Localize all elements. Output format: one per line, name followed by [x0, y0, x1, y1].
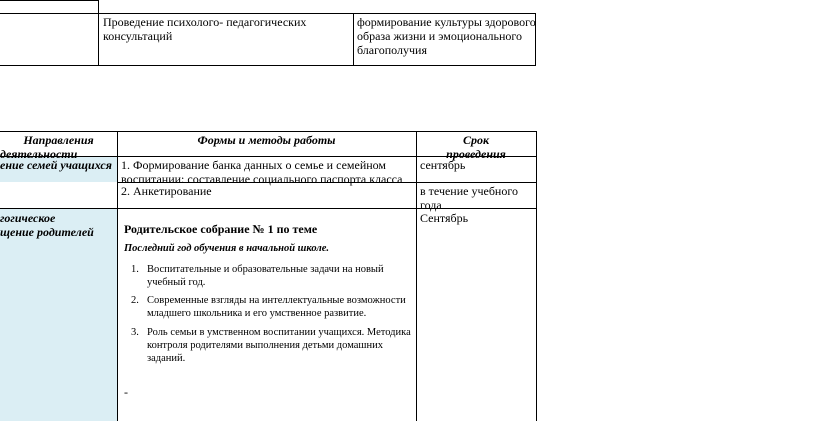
text-line: воспитании: составление социального паспорта класса — [121, 172, 403, 186]
row1-item1 — [121, 158, 402, 186]
row1-term2 — [420, 184, 518, 212]
meeting-subtitle: Последний год обучения в начальной школе. — [124, 243, 329, 254]
text-line: Срок — [462, 133, 490, 147]
text-line: года — [420, 198, 442, 212]
list-item-number: 1. — [131, 264, 139, 275]
top-cell-consultations — [103, 15, 306, 43]
top-table-divider-2 — [353, 13, 354, 66]
text-line: консультаций — [103, 29, 173, 43]
text-line: учебный год. — [147, 277, 206, 288]
text-line: проведения — [446, 147, 506, 161]
text-line: благополучия — [357, 43, 427, 57]
list-item — [147, 326, 411, 365]
text-line: 1. Формирование банка данных о семье и семейном — [121, 158, 387, 172]
text-line: заданий. — [147, 353, 186, 364]
meeting-title: Родительское собрание № 1 по теме — [124, 222, 318, 236]
top-table-border-bottom — [0, 65, 536, 66]
text-line: младшего школьника и его умственное развитие. — [147, 308, 367, 319]
row1-term1: сентябрь — [420, 158, 466, 172]
top-table-border-top — [0, 13, 536, 14]
trailing-mark: - — [124, 385, 128, 399]
text-line: щение родителей — [0, 225, 94, 239]
cell-highlight-row2 — [0, 209, 117, 421]
header-term — [416, 133, 536, 161]
row1-label: ение семей учащихся — [0, 158, 112, 172]
row2-label — [0, 211, 117, 239]
text-line: формирование культуры здорового — [357, 15, 536, 29]
col-divider-1 — [117, 131, 118, 421]
text-line: Проведение психолого- педагогических — [103, 15, 307, 29]
main-border-right — [536, 131, 537, 421]
list-item — [147, 294, 406, 320]
top-table-divider-1 — [98, 0, 99, 66]
top-cell-healthy-lifestyle — [357, 15, 536, 57]
top-border-stub — [0, 0, 98, 1]
row2-term: Сентябрь — [420, 211, 469, 225]
row1-item2: 2. Анкетирование — [121, 184, 212, 198]
list-item-number: 3. — [131, 327, 139, 338]
text-line: Направления — [23, 133, 94, 147]
text-line: Роль семьи в умственном воспитании учащихся. Методика — [147, 327, 411, 338]
text-line: деятельности — [0, 147, 78, 161]
header-directions — [0, 133, 117, 161]
main-border-top — [0, 131, 537, 132]
text-line: контроля родителями выполнения детьми домашних — [147, 340, 383, 351]
list-item — [147, 263, 384, 289]
header-forms-methods: Формы и методы работы — [197, 133, 336, 147]
text-line: Воспитательные и образовательные задачи на новый — [147, 264, 384, 275]
text-line: образа жизни и эмоционального — [357, 29, 523, 43]
text-line: гогическое — [0, 211, 56, 225]
text-line: Современные взгляды на интеллектуальные возможности — [147, 295, 406, 306]
text-line: в течение учебного — [420, 184, 518, 198]
list-item-number: 2. — [131, 295, 139, 306]
col-divider-2 — [416, 131, 417, 421]
